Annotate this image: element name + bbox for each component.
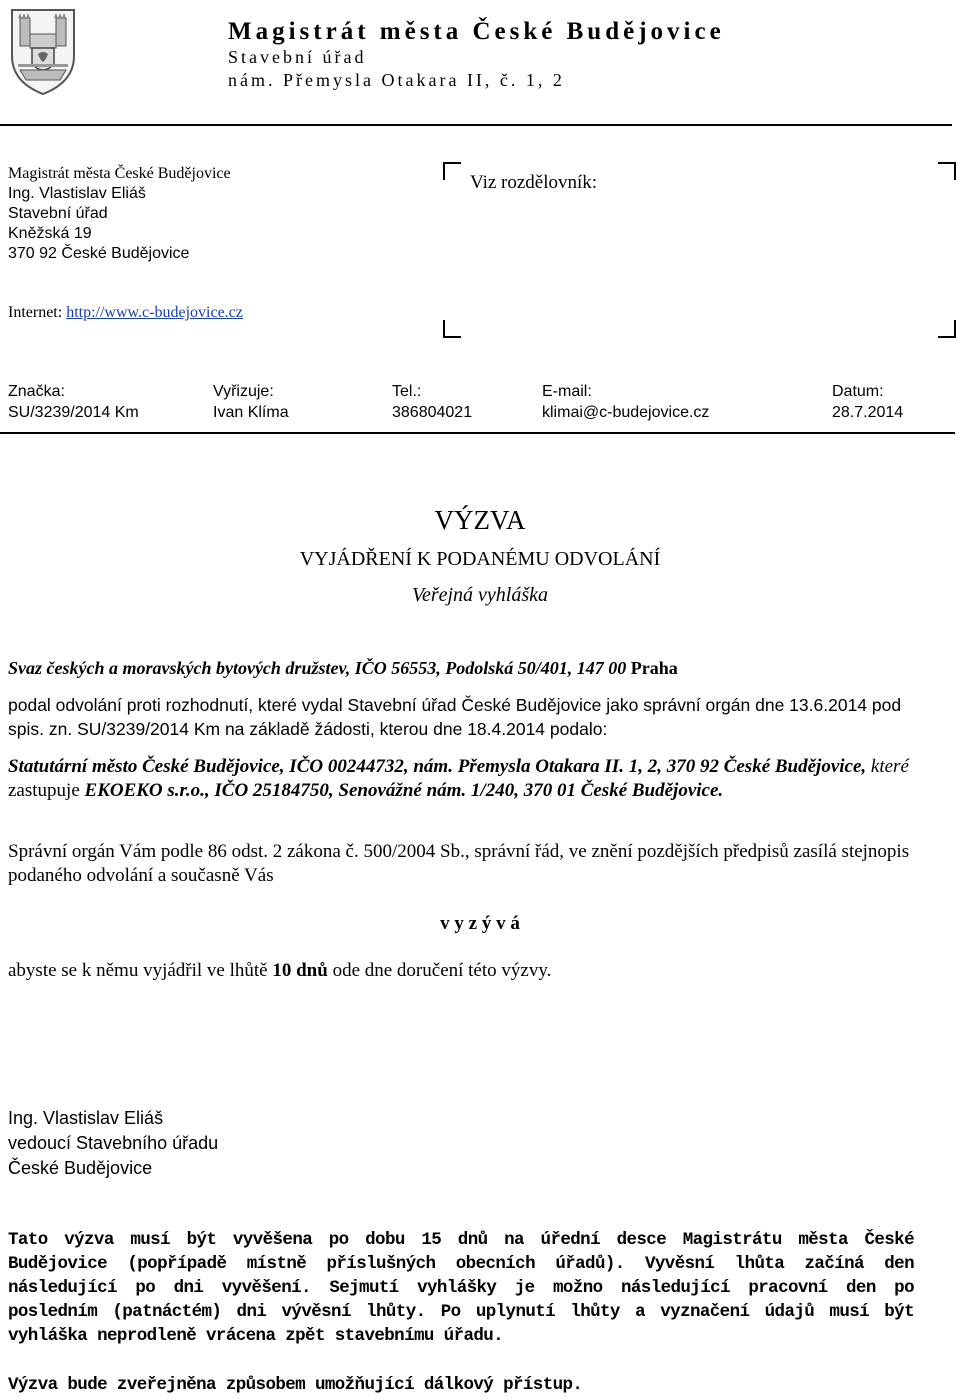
request-text-2: ode dne doručení této výzvy. (332, 960, 552, 981)
legal-text-2: , správní řád, ve znění pozdějších předpisů zasílá stejnopis podaného odvolání a současně Vás (8, 841, 910, 886)
website-link[interactable]: http://www.c-budejovice.cz (66, 304, 243, 321)
appellant-line (8, 657, 914, 680)
header-title: Magistrát města České Budějovice (228, 18, 725, 45)
address-corner-tl (443, 162, 461, 180)
applicant-paragraph (8, 755, 914, 803)
request-paragraph (8, 959, 914, 982)
vyrizuje-label: Vyřizuje: (213, 383, 274, 400)
sender-block (8, 164, 231, 264)
call-to-action: v y z ý v á (440, 913, 520, 934)
sender-line: Ing. Vlastislav Eliáš (8, 185, 146, 202)
applicant-name: Statutární město České Budějovice, IČO 00244732, nám. Přemysla Otakara II. 1, 2, 370 92 České Budějovice, (8, 756, 867, 777)
meta-rule (0, 432, 955, 434)
sender-line: Stavební úřad (8, 205, 108, 222)
meta-vyrizuje (213, 381, 289, 423)
applicant-which: které (870, 756, 909, 777)
address-corner-bl (443, 320, 461, 338)
datum-value: 28.7.2014 (832, 404, 904, 421)
document-type: Veřejná vyhláška (411, 584, 549, 606)
appeal-paragraph (8, 693, 914, 741)
internet-label: Internet: (8, 304, 63, 321)
appeal-text-1: podal odvolání proti rozhodnutí, které vydal Stavební úřad České Budějovice jako správní orgán dne 13.6.2014 pod spis. zn. (8, 695, 902, 739)
applicant-representative: EKOEKO s.r.o., IČO 25184750, Senovážné nám. 1/240, 370 01 České Budějovice. (84, 780, 724, 801)
meta-znacka (8, 381, 139, 423)
datum-label: Datum: (832, 383, 884, 400)
internet-line (8, 304, 243, 322)
header-rule (0, 124, 952, 126)
meta-datum (832, 381, 903, 423)
signature-city: České Budějovice (8, 1158, 153, 1178)
header-department: Stavební úřad (228, 47, 367, 67)
appellant-city: Praha (630, 658, 678, 678)
meta-email (542, 381, 709, 423)
address-corner-tr (938, 162, 956, 180)
signature-block (8, 1106, 218, 1181)
request-deadline: 10 dnů (272, 960, 328, 981)
posting-notice: Tato výzva musí být vyvěšena po dobu 15 dnů na úřední desce Magistrátu města České Budějovice (popřípadě místně příslušných obecních úřadů). Vyvěsní lhůta začíná den následující po dni vyvěšení. Sejmutí vyhlášky je možno následující pracovní den po posledním (patnáctém) dni vývěsní lhůty. Po uplynutí lhůty a vyznačení údajů musí být vyhláška neprodleně vrácena zpět stavebnímu úřadu. (8, 1230, 914, 1346)
legal-paragraph (8, 840, 914, 888)
email-value: klimai@c-budejovice.cz (542, 404, 710, 421)
signature-name: Ing. Vlastislav Eliáš (8, 1108, 164, 1128)
appeal-text-2: SU/3239/2014 Km na základě žádosti, kterou dne 18.4.2014 podalo: (77, 719, 608, 739)
vyrizuje-value: Ivan Klíma (213, 404, 289, 421)
header-address: nám. Přemysla Otakara II, č. 1, 2 (228, 70, 565, 90)
znacka-value: SU/3239/2014 Km (8, 404, 139, 421)
publication-note: Výzva bude zveřejněna způsobem umožňující dálkový přístup. (8, 1375, 583, 1395)
email-label: E-mail: (542, 383, 592, 400)
applicant-represents: zastupuje (8, 780, 80, 801)
appellant-name: Svaz českých a moravských bytových družstev, IČO 56553, Podolská 50/401, 147 00 (8, 658, 627, 678)
sender-line: Magistrát města České Budějovice (8, 165, 231, 182)
tel-label: Tel.: (392, 383, 422, 400)
tel-value: 386804021 (392, 404, 473, 421)
signature-role: vedoucí Stavebního úřadu (8, 1133, 219, 1153)
recipient-label: Viz rozdělovník: (470, 172, 598, 193)
address-corner-br (938, 320, 956, 338)
legal-section: 86 odst. 2 zákona č. 500/2004 Sb. (207, 841, 465, 862)
document-title: VÝZVA (434, 505, 526, 535)
sender-line: Kněžská 19 (8, 225, 92, 242)
document-subtitle: VYJÁDŘENÍ K PODANÉMU ODVOLÁNÍ (299, 548, 661, 570)
znacka-label: Značka: (8, 383, 65, 400)
sender-line: 370 92 České Budějovice (8, 245, 190, 262)
request-text-1: abyste se k němu vyjádřil ve lhůtě (8, 960, 268, 981)
city-coat-of-arms-icon (8, 4, 78, 96)
legal-text-1: Správní orgán Vám podle (8, 841, 204, 862)
meta-tel (392, 381, 472, 423)
